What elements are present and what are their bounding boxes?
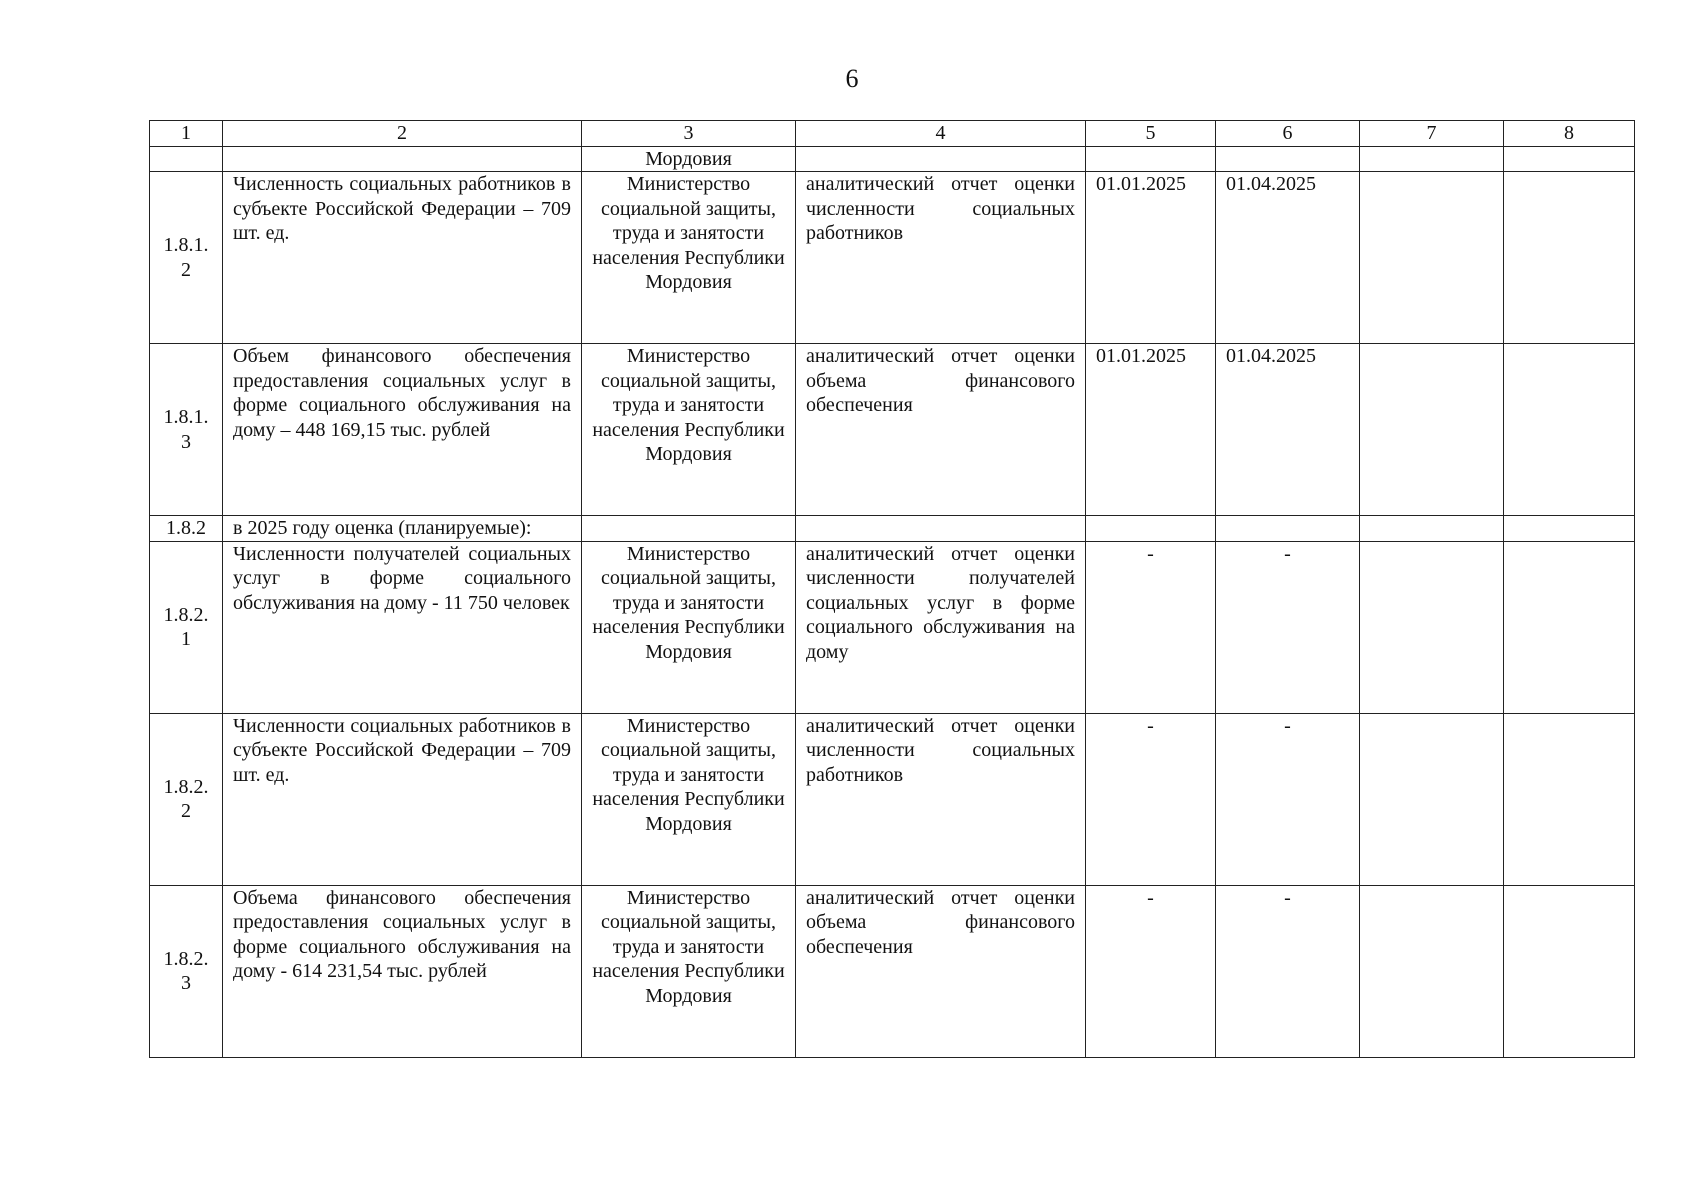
column-header: 1 <box>150 121 223 147</box>
column-header: 2 <box>223 121 582 147</box>
row-number: 1.8.1. 2 <box>150 172 223 344</box>
table-cell <box>1360 516 1504 542</box>
start-date-cell: 01.01.2025 <box>1086 344 1216 516</box>
table-cell <box>1216 516 1360 542</box>
continuation-row <box>150 146 1635 172</box>
indicator-cell: Численности получателей социальных услуг в форме социального обслуживания на дому - 11 750 человек <box>223 541 582 713</box>
column-7-cell <box>1360 885 1504 1057</box>
row-number: 1.8.2. 3 <box>150 885 223 1057</box>
table-cell <box>1360 146 1504 172</box>
executor-cell: Министерство социальной защиты, труда и занятости населения Республики Мордовия <box>582 885 796 1057</box>
indicator-cell: Численность социальных работников в субъекте Российской Федерации – 709 шт. ед. <box>223 172 582 344</box>
executor-cell: Министерство социальной защиты, труда и занятости населения Республики Мордовия <box>582 541 796 713</box>
section-row <box>150 516 1635 542</box>
column-header: 8 <box>1504 121 1635 147</box>
column-7-cell <box>1360 172 1504 344</box>
table-cell <box>1086 146 1216 172</box>
table-row <box>150 344 1635 516</box>
start-date-cell: - <box>1086 885 1216 1057</box>
column-header: 6 <box>1216 121 1360 147</box>
plan-table <box>149 120 1635 1058</box>
column-header: 3 <box>582 121 796 147</box>
row-number: 1.8.2 <box>150 516 223 542</box>
document-cell: аналитический отчет оценки численности социальных работников <box>796 172 1086 344</box>
table-cell <box>1504 146 1635 172</box>
end-date-cell: - <box>1216 885 1360 1057</box>
column-8-cell <box>1504 713 1635 885</box>
column-7-cell <box>1360 541 1504 713</box>
column-7-cell <box>1360 344 1504 516</box>
column-7-cell <box>1360 713 1504 885</box>
executor-cell: Министерство социальной защиты, труда и занятости населения Республики Мордовия <box>582 172 796 344</box>
row-number: 1.8.2. 2 <box>150 713 223 885</box>
table-row <box>150 885 1635 1057</box>
table-cell <box>150 146 223 172</box>
column-header: 5 <box>1086 121 1216 147</box>
column-8-cell <box>1504 172 1635 344</box>
column-8-cell <box>1504 344 1635 516</box>
document-cell: аналитический отчет оценки численности социальных работников <box>796 713 1086 885</box>
table-cell <box>582 516 796 542</box>
end-date-cell: 01.04.2025 <box>1216 344 1360 516</box>
column-8-cell <box>1504 541 1635 713</box>
table-header-row <box>150 121 1635 147</box>
table-cell <box>796 146 1086 172</box>
indicator-cell: в 2025 году оценка (планируемые): <box>223 516 582 542</box>
indicator-cell: Численности социальных работников в субъекте Российской Федерации – 709 шт. ед. <box>223 713 582 885</box>
row-number: 1.8.2. 1 <box>150 541 223 713</box>
column-8-cell <box>1504 885 1635 1057</box>
table-row <box>150 172 1635 344</box>
end-date-cell: - <box>1216 713 1360 885</box>
document-cell: аналитический отчет оценки объема финансового обеспечения <box>796 885 1086 1057</box>
page-number: 6 <box>845 64 859 93</box>
table-cell <box>1216 146 1360 172</box>
start-date-cell: 01.01.2025 <box>1086 172 1216 344</box>
table-cell <box>1504 516 1635 542</box>
start-date-cell: - <box>1086 541 1216 713</box>
table-cell <box>796 516 1086 542</box>
indicator-cell: Объем финансового обеспечения предоставления социальных услуг в форме социального обслуживания на дому – 448 169,15 тыс. рублей <box>223 344 582 516</box>
end-date-cell: - <box>1216 541 1360 713</box>
document-cell: аналитический отчет оценки объема финансового обеспечения <box>796 344 1086 516</box>
table-cell <box>1086 516 1216 542</box>
table-row <box>150 713 1635 885</box>
start-date-cell: - <box>1086 713 1216 885</box>
executor-cell: Министерство социальной защиты, труда и занятости населения Республики Мордовия <box>582 344 796 516</box>
indicator-cell: Объема финансового обеспечения предоставления социальных услуг в форме социального обслуживания на дому - 614 231,54 тыс. рублей <box>223 885 582 1057</box>
column-header: 7 <box>1360 121 1504 147</box>
column-header: 4 <box>796 121 1086 147</box>
document-cell: аналитический отчет оценки численности получателей социальных услуг в форме социального обслуживания на дому <box>796 541 1086 713</box>
table-cell <box>223 146 582 172</box>
executor-cell: Мордовия <box>582 146 796 172</box>
executor-cell: Министерство социальной защиты, труда и занятости населения Республики Мордовия <box>582 713 796 885</box>
end-date-cell: 01.04.2025 <box>1216 172 1360 344</box>
row-number: 1.8.1. 3 <box>150 344 223 516</box>
table-row <box>150 541 1635 713</box>
